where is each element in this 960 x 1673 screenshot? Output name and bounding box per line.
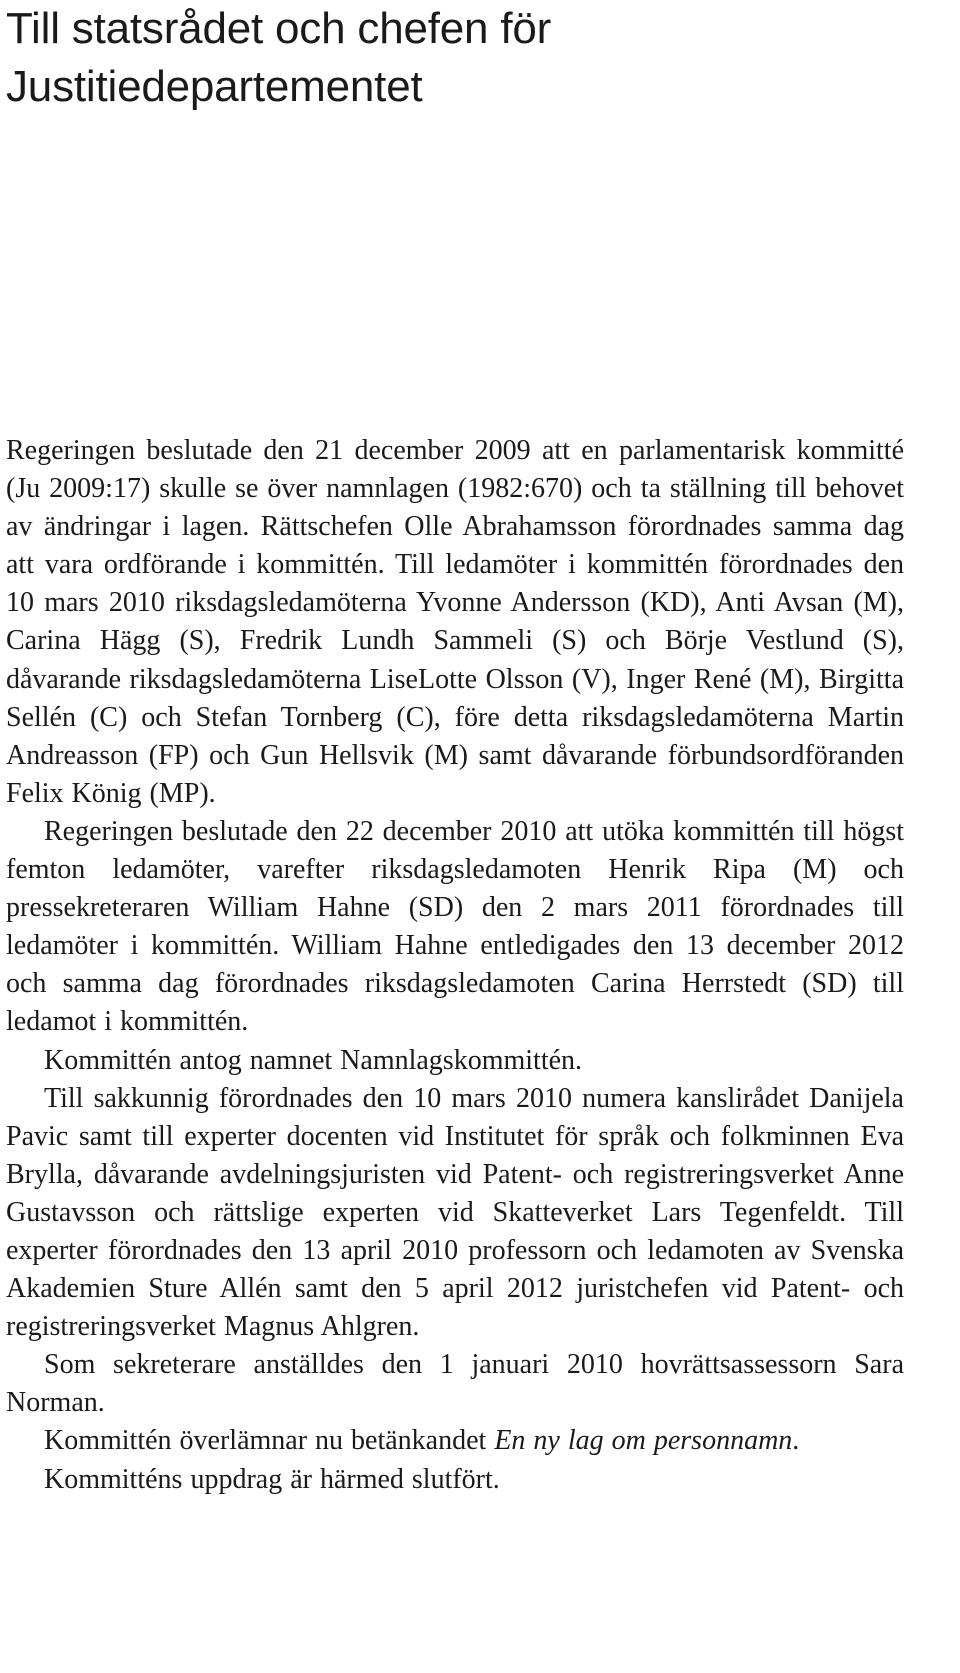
- document-body: [6, 432, 904, 1499]
- paragraph-secretary: Som sekreterare anställdes den 1 januari 2010 hovrättsassessorn Sara Norman.: [6, 1349, 904, 1419]
- paragraph-committee-name: Kommittén antog namnet Namnlagskommittén.: [44, 1044, 583, 1076]
- report-title: En ny lag om personnamn: [494, 1425, 793, 1457]
- paragraph-submission: [6, 1422, 904, 1460]
- paragraph-expansion: Regeringen beslutade den 22 december 2010 att utöka kommittén till högst femton ledamöter, varefter riksdagsledamoten Henrik Ripa (M) och pressekreteraren William Hahne (SD) den 2 mars 2011 förordnades till ledamöter i kommittén. William Hahne entledigades den 13 december 2012 och samma dag förordnades riksdagsledamoten Carina Herrstedt (SD) till ledamot i kommittén.: [6, 815, 904, 1038]
- page-title-line-1: Till statsrådet och chefen för: [6, 4, 552, 53]
- paragraph-conclusion: Kommitténs uppdrag är härmed slutfört.: [44, 1463, 500, 1495]
- page-title-line-2: Justitiedepartementet: [6, 62, 423, 111]
- page-title: [6, 0, 906, 116]
- paragraph-experts: Till sakkunnig förordnades den 10 mars 2010 numera kanslirådet Danijela Pavic samt till experter docenten vid Institutet för språk och folkminnen Eva Brylla, dåvarande avdelningsjuristen vid Patent- och registreringsverket Anne Gustavsson och rättslige experten vid Skatteverket Lars Tegenfeldt. Till experter förordnades den 13 april 2010 professorn och ledamoten av Svenska Akademien Sture Allén samt den 5 april 2012 juristchefen vid Patent- och registreringsverket Magnus Ahlgren.: [6, 1082, 904, 1343]
- paragraph-appointment: Regeringen beslutade den 21 december 2009 att en parlamentarisk kommitté (Ju 2009:17) skulle se över namnlagen (1982:670) och ta ställning till behovet av ändringar i lagen. Rättschefen Olle Abrahamsson förordnades samma dag att vara ordförande i kommittén. Till ledamöter i kommittén förordnades den 10 mars 2010 riksdagsledamöterna Yvonne Andersson (KD), Anti Avsan (M), Carina Hägg (S), Fredrik Lundh Sammeli (S) och Börje Vestlund (S), dåvarande riksdagsledamöterna LiseLotte Olsson (V), Inger René (M), Birgitta Sellén (C) och Stefan Tornberg (C), före detta riksdagsledamöterna Martin Andreasson (FP) och Gun Hellsvik (M) samt dåvarande förbundsordföranden Felix König (MP).: [6, 435, 904, 809]
- submission-text: Kommittén överlämnar nu betänkandet: [44, 1425, 495, 1457]
- submission-period: .: [792, 1425, 800, 1457]
